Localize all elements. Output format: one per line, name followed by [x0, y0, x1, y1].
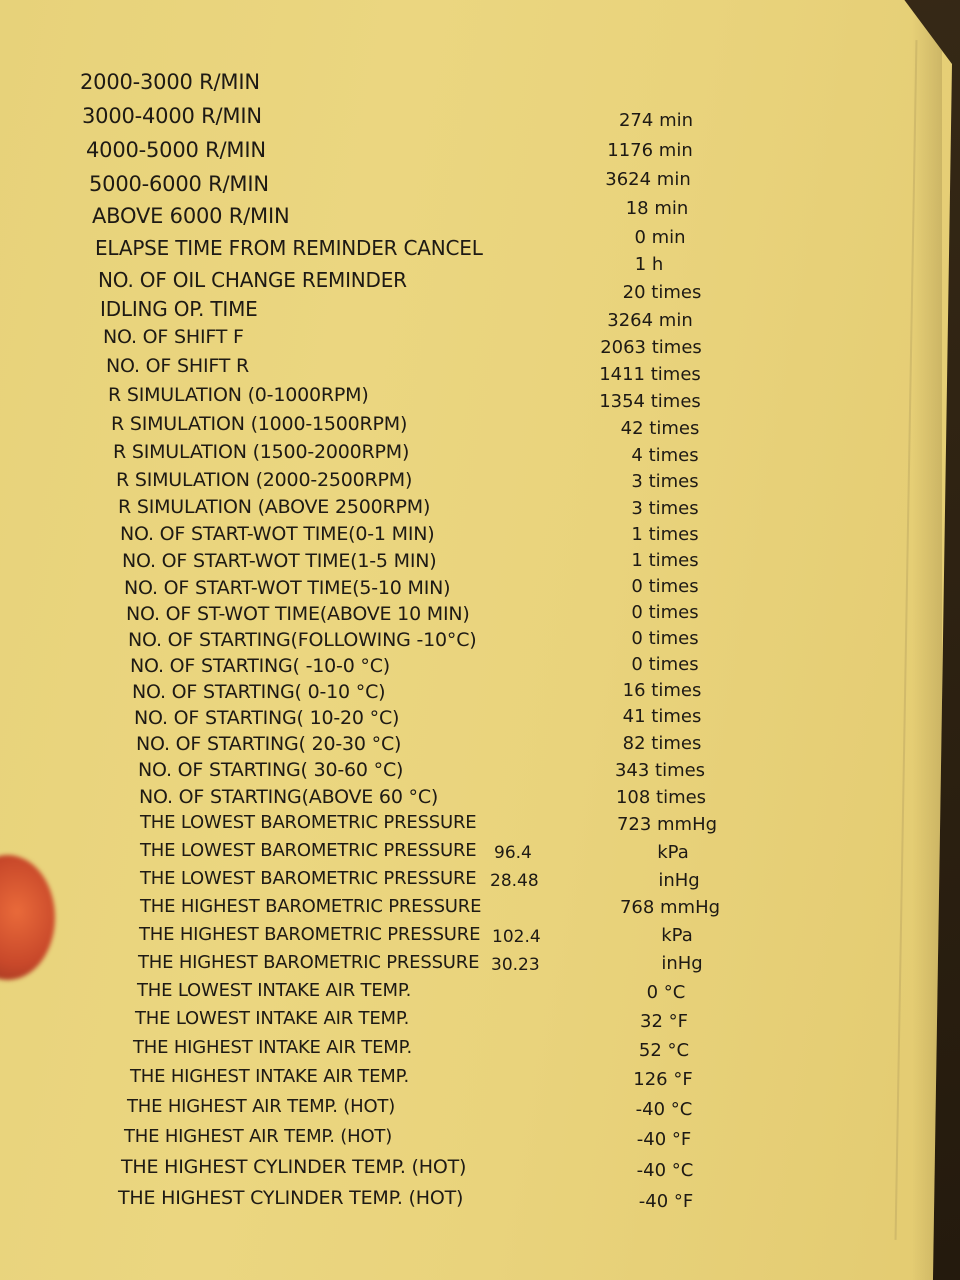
row-value: kPa — [661, 925, 693, 946]
row-value: 1 h — [634, 254, 664, 275]
row-label: NO. OF STARTING( 0-10 °C) — [132, 681, 386, 703]
row-value: -40 °F — [638, 1191, 694, 1212]
row-label: NO. OF STARTING(FOLLOWING -10°C) — [128, 629, 477, 651]
row-label: THE HIGHEST AIR TEMP. (HOT) — [127, 1096, 396, 1117]
row-value: -40 °F — [636, 1129, 692, 1150]
row-label: R SIMULATION (1500-2000RPM) — [113, 441, 410, 463]
row-label: THE LOWEST INTAKE AIR TEMP. — [137, 980, 412, 1001]
row-value: -40 °C — [636, 1160, 694, 1181]
row-value: 1176 min — [607, 140, 693, 161]
row-label: 3000-4000 R/MIN — [82, 104, 262, 128]
row-value: 1 times — [631, 524, 699, 545]
row-value: 0 times — [631, 628, 699, 649]
row-value: 0 times — [631, 602, 699, 623]
row-value: 343 times — [614, 760, 706, 781]
row-label: THE LOWEST BAROMETRIC PRESSURE — [140, 812, 477, 833]
row-value: 3 times — [631, 471, 699, 492]
row-value: inHg — [658, 870, 700, 891]
row-value: 3 times — [631, 498, 699, 519]
row-label: THE LOWEST INTAKE AIR TEMP. — [135, 1008, 410, 1029]
row-value: 3264 min — [607, 310, 693, 331]
row-value: 32 °F — [640, 1011, 688, 1032]
row-label: THE HIGHEST INTAKE AIR TEMP. — [133, 1037, 412, 1058]
row-value: 1411 times — [599, 364, 701, 385]
row-value: 0 times — [631, 576, 699, 597]
row-label: NO. OF START-WOT TIME(0-1 MIN) — [120, 523, 435, 545]
row-label: THE HIGHEST BAROMETRIC PRESSURE — [140, 896, 482, 917]
row-label: THE HIGHEST BAROMETRIC PRESSURE — [138, 952, 480, 973]
row-label: NO. OF ST-WOT TIME(ABOVE 10 MIN) — [126, 603, 470, 625]
row-label: NO. OF SHIFT R — [106, 355, 249, 377]
row-mid-value: 102.4 — [492, 927, 541, 947]
row-label: THE HIGHEST CYLINDER TEMP. (HOT) — [121, 1156, 467, 1178]
row-label: THE LOWEST BAROMETRIC PRESSURE — [140, 840, 477, 861]
row-value: 41 times — [622, 706, 702, 727]
row-value: 52 °C — [638, 1040, 690, 1061]
row-value: 18 min — [625, 198, 689, 219]
row-label: NO. OF START-WOT TIME(5-10 MIN) — [124, 577, 451, 599]
row-value: 3624 min — [605, 169, 691, 190]
row-value: 274 min — [618, 110, 694, 131]
row-value: 4 times — [631, 445, 699, 466]
row-label: ELAPSE TIME FROM REMINDER CANCEL — [95, 236, 483, 260]
row-value: 1354 times — [599, 391, 701, 412]
row-value: 20 times — [622, 282, 702, 303]
row-mid-value: 30.23 — [491, 955, 540, 975]
row-value: 723 mmHg — [616, 814, 718, 835]
row-label: NO. OF STARTING( 30-60 °C) — [138, 759, 404, 781]
row-label: NO. OF START-WOT TIME(1-5 MIN) — [122, 550, 437, 572]
row-label: ABOVE 6000 R/MIN — [92, 204, 290, 228]
row-value: 108 times — [615, 787, 707, 808]
row-label: NO. OF STARTING( 10-20 °C) — [134, 707, 400, 729]
row-value: kPa — [657, 842, 689, 863]
row-value: 126 °F — [633, 1069, 693, 1090]
row-label: 2000-3000 R/MIN — [80, 70, 260, 94]
row-label: NO. OF SHIFT F — [103, 326, 244, 348]
row-value: 16 times — [622, 680, 702, 701]
row-label: R SIMULATION (ABOVE 2500RPM) — [118, 496, 431, 518]
row-mid-value: 28.48 — [490, 871, 539, 891]
row-label: NO. OF OIL CHANGE REMINDER — [98, 268, 407, 292]
row-value: 0 times — [631, 654, 699, 675]
row-value: -40 °C — [635, 1099, 693, 1120]
row-label: NO. OF STARTING( -10-0 °C) — [130, 655, 391, 677]
row-value: 1 times — [631, 550, 699, 571]
row-value: 768 mmHg — [619, 897, 721, 918]
row-value: 2063 times — [600, 337, 702, 358]
row-label: THE HIGHEST INTAKE AIR TEMP. — [130, 1066, 409, 1087]
row-label: THE HIGHEST BAROMETRIC PRESSURE — [139, 924, 481, 945]
row-label: THE LOWEST BAROMETRIC PRESSURE — [140, 868, 477, 889]
row-label: 4000-5000 R/MIN — [86, 138, 266, 162]
row-label: NO. OF STARTING( 20-30 °C) — [136, 733, 402, 755]
row-value: 82 times — [622, 733, 702, 754]
row-value: inHg — [661, 953, 703, 974]
row-label: R SIMULATION (2000-2500RPM) — [116, 469, 413, 491]
row-label: THE HIGHEST AIR TEMP. (HOT) — [124, 1126, 393, 1147]
row-label: NO. OF STARTING(ABOVE 60 °C) — [139, 786, 439, 808]
row-label: R SIMULATION (1000-1500RPM) — [111, 413, 408, 435]
row-label: THE HIGHEST CYLINDER TEMP. (HOT) — [118, 1187, 464, 1209]
row-label: 5000-6000 R/MIN — [89, 172, 269, 196]
row-mid-value: 96.4 — [494, 843, 532, 863]
row-value: 42 times — [620, 418, 700, 439]
row-label: R SIMULATION (0-1000RPM) — [108, 384, 369, 406]
row-value: 0 min — [634, 227, 686, 248]
row-value: 0 °C — [646, 982, 686, 1003]
row-label: IDLING OP. TIME — [100, 297, 258, 321]
